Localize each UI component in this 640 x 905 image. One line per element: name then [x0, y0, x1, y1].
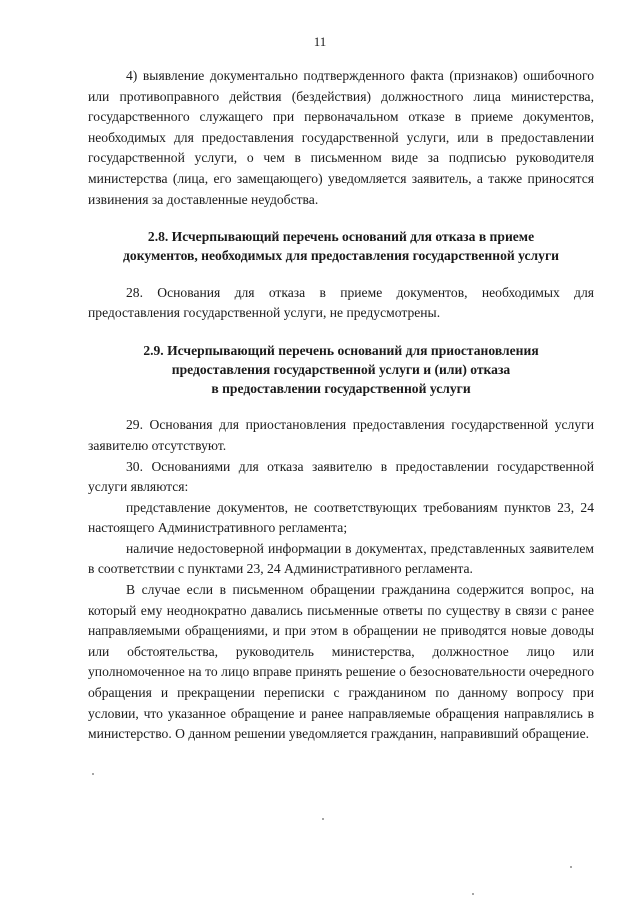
heading-line: 2.9. Исчерпывающий перечень оснований для приостановления [143, 342, 539, 358]
paragraph-30-clause-a: представление документов, не соответствующих требованиям пунктов 23, 24 настоящего Административного регламента; [88, 499, 594, 536]
scan-speck [322, 818, 324, 820]
section-heading-2-9 [88, 342, 594, 398]
paragraph-29: 29. Основания для приостановления предоставления государственной услуги заявителю отсутствуют. [88, 417, 594, 453]
page-body [88, 66, 594, 745]
paragraph-item-4: 4) выявление документально подтвержденного факта (признаков) ошибочного или противоправного действия (бездействия) должностного лица министерства, государственного служащего при первоначальном отказе в приеме документов, необходимых для предоставления государственной услуги, или в предоставлении государственной услуги, о чем в письменном виде за подписью руководителя министерства (лица, его замещающего) уведомляется заявитель, а также приносятся извинения за доставленные неудобства. [88, 68, 594, 207]
paragraph-30: 30. Основаниями для отказа заявителю в предоставлении государственной услуги являются: [88, 458, 594, 495]
scan-speck [570, 866, 572, 868]
heading-line: предоставления государственной услуги и (или) отказа [171, 361, 511, 377]
paragraph-30-clause-b: наличие недостоверной информации в документах, представленных заявителем в соответствии с пунктами 23, 24 Административного регламента. [88, 540, 594, 577]
paragraph-28: 28. Основания для отказа в приеме документов, необходимых для предоставления государственной услуги, не предусмотрены. [88, 284, 594, 321]
page-number: 11 [313, 34, 327, 49]
scan-speck [472, 893, 474, 895]
heading-line: документов, необходимых для предоставления государственной услуги [123, 247, 559, 263]
paragraph-30-repeat-appeal: В случае если в письменном обращении гражданина содержится вопрос, на который ему неоднократно давались письменные ответы по существу в связи с ранее направляемыми обращениями, и при этом в обращении не приводятся новые доводы или обстоятельства, руководитель министерства, должностное лицо или уполномоченное на то лицо вправе принять решение о безосновательности очередного обращения и прекращении переписки с гражданином по данному вопросу при условии, что указанное обращение и ранее направляемые обращения направлялись в министерство. О данном решении уведомляется гражданин, направивший обращение. [88, 582, 594, 742]
heading-line: 2.8. Исчерпывающий перечень оснований для отказа в приеме [147, 229, 535, 245]
section-heading-2-8 [88, 228, 594, 266]
heading-line: в предоставлении государственной услуги [211, 380, 471, 396]
scan-speck [92, 773, 94, 775]
